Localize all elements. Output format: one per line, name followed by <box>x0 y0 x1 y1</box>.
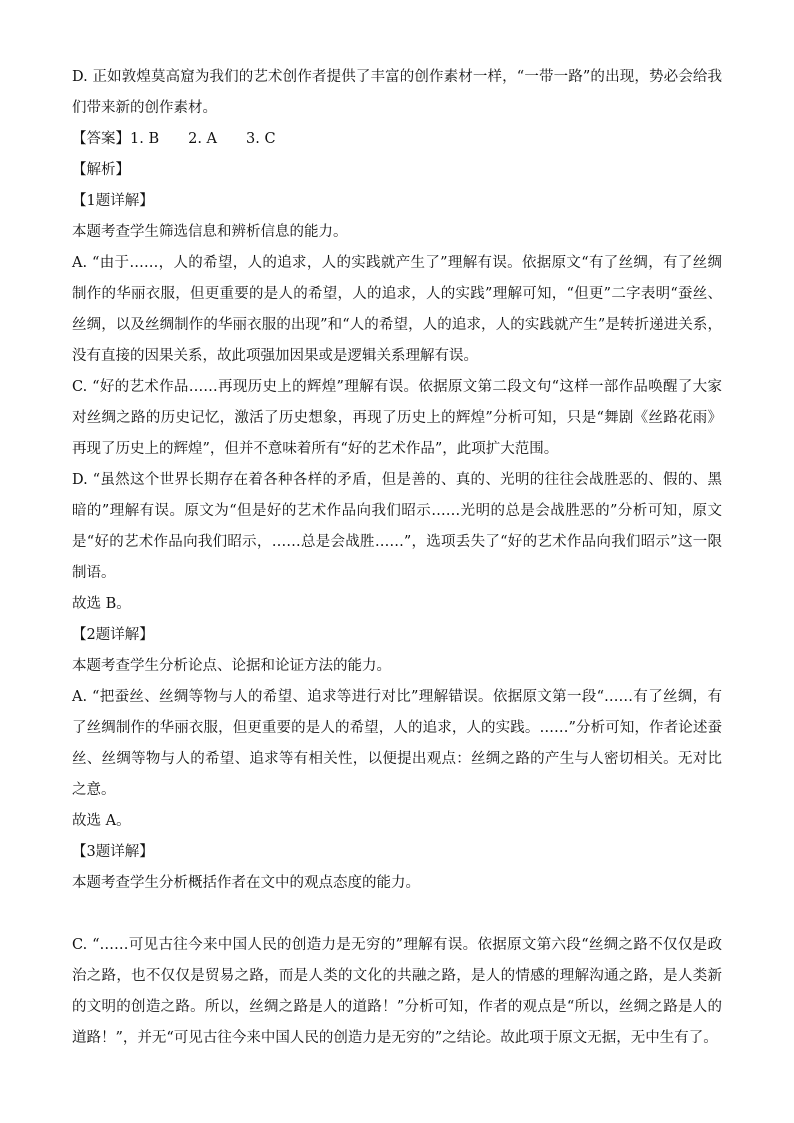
option-d-text: D. 正如敦煌莫高窟为我们的艺术创作者提供了丰富的创作素材一样，“一带一路”的出现，势必会给我们带来新的创作素材。 <box>72 69 722 116</box>
q2-heading: 【2题详解】 <box>72 627 154 643</box>
q1-option-d: D. “虽然这个世界长期存在着各种各样的矛盾，但是善的、真的、光明的往往会战胜恶的、假的、黑暗的”理解有误。原文为“但是好的艺术作品向我们昭示……光明的总是会战胜恶的”分析可知，原文是“好的艺术作品向我们昭示，……总是会战胜……”，选项丢失了“好的艺术作品向我们昭示”这一限制语。 <box>72 472 722 581</box>
blank-gap <box>72 899 722 930</box>
q1-conclusion: 故选 B。 <box>72 596 131 612</box>
q2-intro: 本题考查学生分析论点、论据和论证方法的能力。 <box>72 658 391 674</box>
q3-heading: 【3题详解】 <box>72 844 154 860</box>
q1-heading: 【1题详解】 <box>72 193 154 209</box>
answer-line: 【答案】1. B 2. A 3. C <box>72 131 276 147</box>
q3-intro: 本题考查学生分析概括作者在文中的观点态度的能力。 <box>72 875 420 891</box>
q3-option-c: C. “……可见古往今来中国人民的创造力是无穷的”理解有误。依据原文第六段“丝绸之路不仅仅是政治之路，也不仅仅是贸易之路，而是人类的文化的共融之路，是人的情感的理解沟通之路，是人类新的文明的创造之路。所以，丝绸之路是人的道路！”分析可知，作者的观点是“所以，丝绸之路是人的道路！”，并无“可见古往今来中国人民的创造力是无穷的”之结论。故此项于原文无据，无中生有了。 <box>72 937 722 1046</box>
q1-option-a: A. “由于……，人的希望，人的追求，人的实践就产生了”理解有误。依据原文“有了丝绸，有了丝绸制作的华丽衣服，但更重要的是人的希望，人的追求，人的实践”理解可知，“但更”二字表明“蚕丝、丝绸，以及丝绸制作的华丽衣服的出现”和“人的希望，人的追求，人的实践就产生”是转折递进关系，没有直接的因果关系，故此项强加因果或是逻辑关系理解有误。 <box>72 255 722 364</box>
q1-intro: 本题考查学生筛选信息和辨析信息的能力。 <box>72 224 348 240</box>
document-page <box>72 62 722 1054</box>
q2-option-a: A. “把蚕丝、丝绸等物与人的希望、追求等进行对比”理解错误。依据原文第一段“……有了丝绸，有了丝绸制作的华丽衣服，但更重要的是人的希望，人的追求，人的实践。……”分析可知，作者论述蚕丝、丝绸等物与人的希望、追求等有相关性，以便提出观点：丝绸之路的产生与人密切相关。无对比之意。 <box>72 689 722 798</box>
q2-conclusion: 故选 A。 <box>72 813 131 829</box>
q1-option-c: C. “好的艺术作品……再现历史上的辉煌”理解有误。依据原文第二段文句“这样一部作品唤醒了大家对丝绸之路的历史记忆，激活了历史想象，再现了历史上的辉煌”分析可知，只是“舞剧《丝路花雨》再现了历史上的辉煌”，但并不意味着所有“好的艺术作品”，此项扩大范围。 <box>72 379 722 457</box>
analysis-heading: 【解析】 <box>72 162 130 178</box>
